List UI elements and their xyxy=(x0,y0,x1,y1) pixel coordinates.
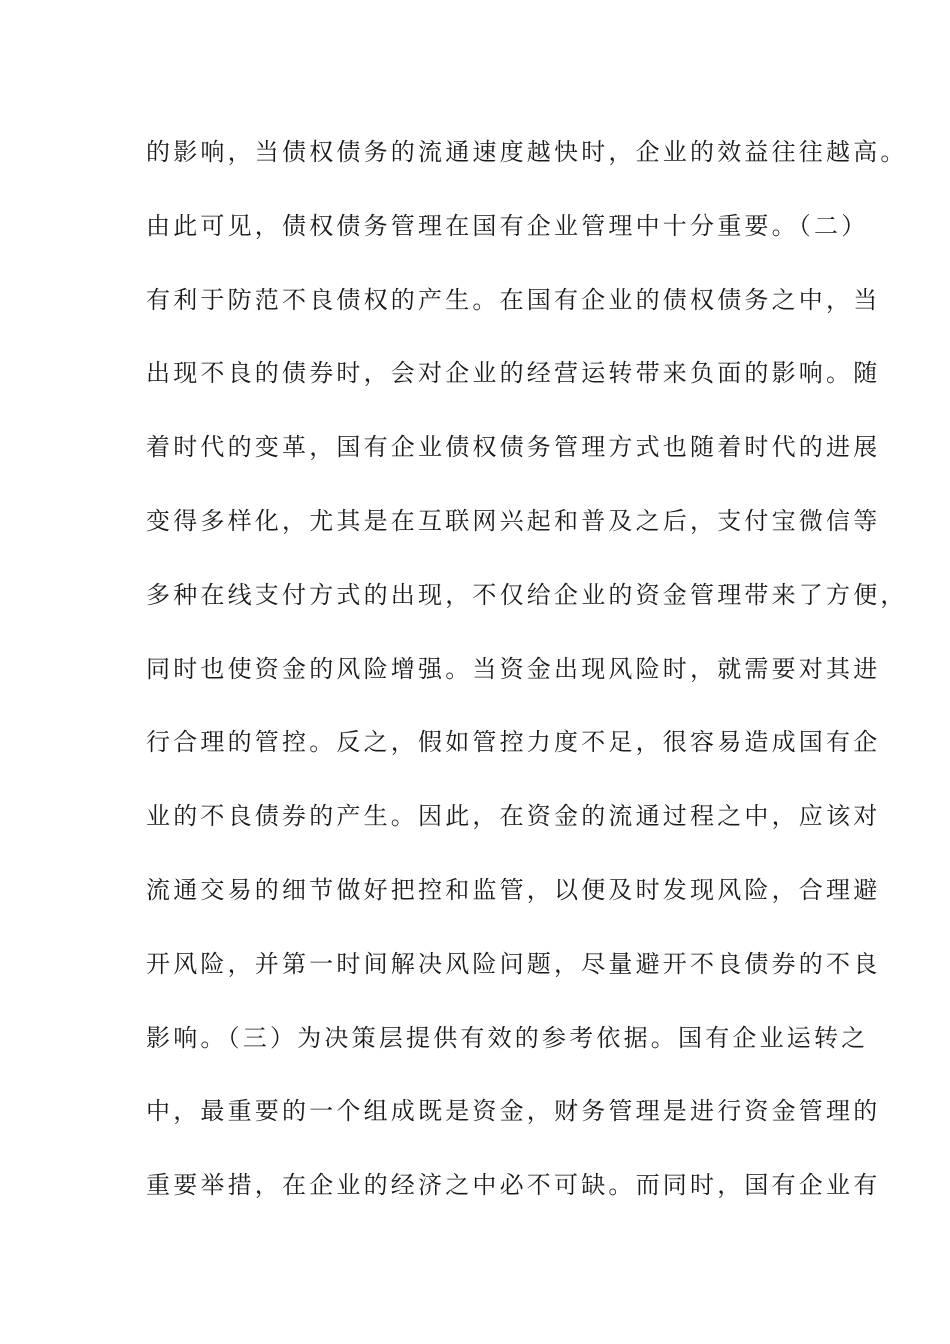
text-line: 流通交易的细节做好把控和监管，以便及时发现风险，合理避 xyxy=(146,875,881,904)
text-line: 有利于防范不良债权的产生。在国有企业的债权债务之中，当 xyxy=(146,285,881,314)
text-line: 同时也使资金的风险增强。当资金出现风险时，就需要对其进 xyxy=(146,654,881,683)
text-line: 开风险，并第一时间解决风险问题，尽量避开不良债券的不良 xyxy=(146,949,881,978)
text-line: 影响。（三）为决策层提供有效的参考依据。国有企业运转之 xyxy=(146,1023,869,1052)
body-text xyxy=(146,128,908,1235)
text-line: 变得多样化，尤其是在互联网兴起和普及之后，支付宝微信等 xyxy=(146,506,881,535)
text-line: 中，最重要的一个组成既是资金，财务管理是进行资金管理的 xyxy=(146,1097,881,1126)
text-line: 出现不良的债券时，会对企业的经营运转带来负面的影响。随 xyxy=(146,359,881,388)
text-line: 的影响，当债权债务的流通速度越快时，企业的效益往往越高。 xyxy=(146,138,908,166)
text-line: 由此可见，债权债务管理在国有企业管理中十分重要。（二） xyxy=(146,211,869,240)
text-line: 行合理的管控。反之，假如管控力度不足，很容易造成国有企 xyxy=(146,728,881,757)
text-line: 着时代的变革，国有企业债权债务管理方式也随着时代的进展 xyxy=(146,433,881,462)
text-line: 业的不良债券的产生。因此，在资金的流通过程之中，应该对 xyxy=(146,802,881,831)
text-line: 多种在线支付方式的出现，不仅给企业的资金管理带来了方便， xyxy=(146,580,908,609)
text-line: 重要举措，在企业的经济之中必不可缺。而同时，国有企业有 xyxy=(146,1171,881,1200)
